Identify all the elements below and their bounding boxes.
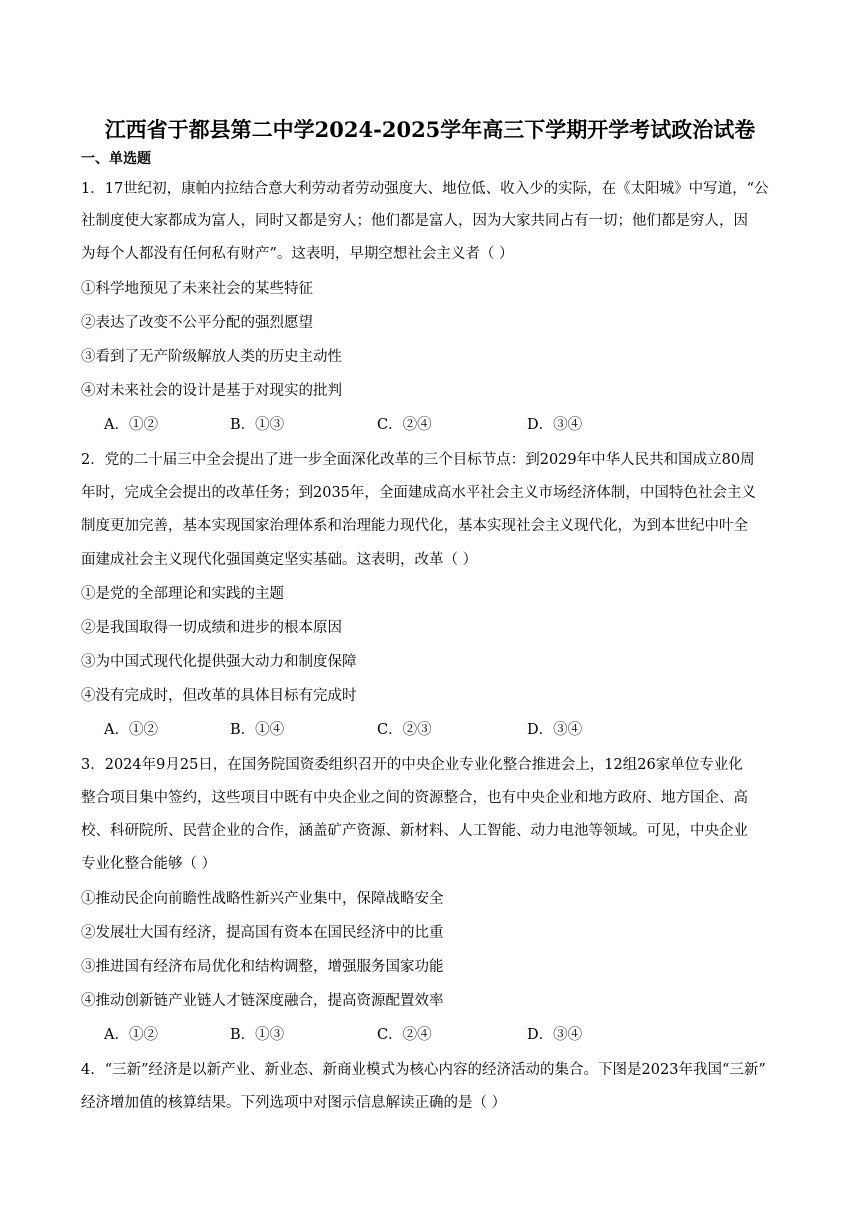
option-c[interactable]: C．②④ — [377, 1027, 432, 1043]
option-d[interactable]: D．③④ — [527, 1027, 583, 1043]
q3-stem-line: 整合项目集中签约，这些项目中既有中央企业之间的资源整合，也有中央企业和地方政府、地方国企、高 — [81, 790, 748, 806]
q1-statement: ③看到了无产阶级解放人类的历史主动性 — [81, 349, 342, 365]
q3-statement: ①推动民企向前瞻性战略性新兴产业集中，保障战略安全 — [81, 891, 444, 907]
q4-stem-line: 4．“三新”经济是以新产业、新业态、新商业模式为核心内容的经济活动的集合。下图是2023年我国“三新” — [81, 1062, 766, 1078]
q3-stem-line: 校、科研院所、民营企业的合作，涵盖矿产资源、新材料、人工智能、动力电池等领域。可见，中央企业 — [81, 823, 748, 839]
q1-statement: ①科学地预见了未来社会的某些特征 — [81, 281, 313, 297]
q2-statement: ④没有完成时，但改革的具体目标有完成时 — [81, 688, 357, 704]
option-b[interactable]: B．①④ — [230, 722, 285, 738]
option-c[interactable]: C．②④ — [377, 417, 432, 433]
q1-stem-line: 为每个人都没有任何私有财产”。这表明，早期空想社会主义者（ ） — [81, 246, 514, 262]
option-b[interactable]: B．①③ — [230, 417, 285, 433]
option-a[interactable]: A．①② — [104, 722, 158, 738]
q3-stem-line: 专业化整合能够（ ） — [81, 856, 217, 872]
option-d[interactable]: D．③④ — [527, 722, 583, 738]
q4-stem-line: 经济增加值的核算结果。下列选项中对图示信息解读正确的是（ ） — [81, 1095, 507, 1111]
q2-stem-line: 2．党的二十届三中全会提出了进一步全面深化改革的三个目标节点：到2029年中华人民共和国成立80周 — [81, 452, 755, 468]
exam-title: 江西省于都县第二中学2024-2025学年高三下学期开学考试政治试卷 — [104, 117, 756, 142]
option-a[interactable]: A．①② — [104, 417, 158, 433]
q2-stem-line: 面建成社会主义现代化强国奠定坚实基础。这表明，改革（ ） — [81, 552, 478, 568]
q2-stem-line: 年时，完成全会提出的改革任务；到2035年，全面建成高水平社会主义市场经济体制，中国特色社会主义 — [81, 485, 756, 501]
q2-statement: ②是我国取得一切成绩和进步的根本原因 — [81, 620, 342, 636]
option-d[interactable]: D．③④ — [527, 417, 583, 433]
option-b[interactable]: B．①③ — [230, 1027, 285, 1043]
section-heading: 一、单选题 — [81, 151, 151, 167]
q1-stem-line: 社制度使大家都成为富人，同时又都是穷人；他们都是富人，因为大家共同占有一切；他们都是穷人，因 — [81, 213, 748, 229]
q2-statement: ③为中国式现代化提供强大动力和制度保障 — [81, 654, 357, 670]
q1-statement: ②表达了改变不公平分配的强烈愿望 — [81, 315, 313, 331]
q1-statement: ④对未来社会的设计是基于对现实的批判 — [81, 383, 342, 399]
option-a[interactable]: A．①② — [104, 1027, 158, 1043]
q3-statement: ③推进国有经济布局优化和结构调整，增强服务国家功能 — [81, 959, 444, 975]
q2-statement: ①是党的全部理论和实践的主题 — [81, 586, 284, 602]
q3-stem-line: 3．2024年9月25日，在国务院国资委组织召开的中央企业专业化整合推进会上，12组26家单位专业化 — [81, 757, 743, 773]
q2-stem-line: 制度更加完善，基本实现国家治理体系和治理能力现代化，基本实现社会主义现代化，为到本世纪中叶全 — [81, 518, 748, 534]
q1-stem-line: 1．17世纪初，康帕内拉结合意大利劳动者劳动强度大、地位低、收入少的实际，在《太阳城》中写道，“公 — [81, 181, 769, 197]
q3-statement: ②发展壮大国有经济，提高国有资本在国民经济中的比重 — [81, 925, 444, 941]
option-c[interactable]: C．②③ — [377, 722, 432, 738]
q3-statement: ④推动创新链产业链人才链深度融合，提高资源配置效率 — [81, 993, 444, 1009]
